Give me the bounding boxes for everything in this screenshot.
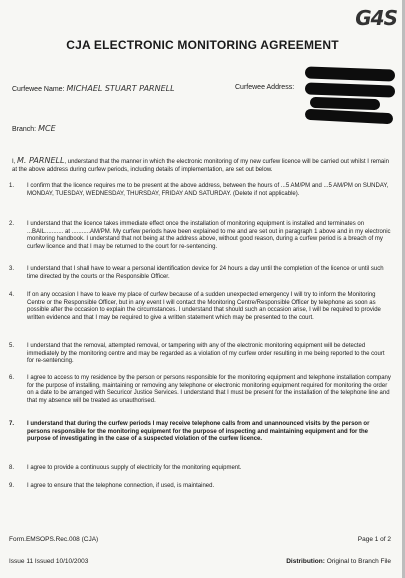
agreement-item-4 bbox=[9, 292, 393, 322]
agreement-item-3 bbox=[9, 266, 393, 281]
item-number: 2. bbox=[9, 221, 15, 227]
item-number: 5. bbox=[9, 343, 15, 349]
distribution-value: Original to Branch File bbox=[326, 558, 391, 565]
issue-info: Issue 11 Issued 10/10/2003 bbox=[9, 558, 89, 565]
agreement-item-7 bbox=[9, 421, 393, 444]
curfewee-name-row bbox=[12, 84, 175, 93]
curfewee-name-value: MICHAEL STUART PARNELL bbox=[66, 84, 175, 93]
branch-label: Branch: bbox=[12, 126, 37, 133]
distribution-label: Distribution: bbox=[286, 558, 325, 565]
intro-text: , understand that the manner in which the electronic monitoring of my new curfew licence will be carried out whilst I remain at the above address during curfew periods, including details of implementation, are set out below. bbox=[12, 159, 389, 173]
intro-name: M. PARNELL bbox=[17, 156, 65, 165]
redaction-bar bbox=[310, 97, 380, 110]
item-number: 4. bbox=[9, 292, 15, 298]
curfewee-address-label: Curfewee Address: bbox=[235, 84, 295, 91]
item-number: 9. bbox=[9, 483, 15, 489]
item-text: I confirm that the licence requires me to be present at the above address, between the hours of ...5 AM/PM and ...5 AM/PM on SUNDAY, MONDAY, TUESDAY, WEDNESDAY, THURSDAY, FRIDAY AND SATURDAY. (Delete if not applicable). bbox=[27, 183, 389, 197]
agreement-item-2 bbox=[9, 221, 393, 251]
branch-row bbox=[12, 124, 56, 133]
curfewee-name-label: Curfewee Name: bbox=[12, 86, 65, 93]
agreement-item-6 bbox=[9, 375, 393, 405]
document-title: CJA ELECTRONIC MONITORING AGREEMENT bbox=[66, 38, 339, 52]
item-text: I agree to provide a continuous supply of electricity for the monitoring equipment. bbox=[27, 465, 242, 471]
item-number: 7. bbox=[9, 421, 15, 427]
agreement-item-9 bbox=[9, 483, 393, 491]
redaction-bar bbox=[305, 66, 395, 81]
branch-value: MCE bbox=[38, 124, 56, 133]
distribution-info bbox=[286, 558, 391, 565]
item-text: I understand that the licence takes immediate effect once the installation of monitoring equipment is installed and terminates on ...BAIL........... at ...........AM/PM. My curfew periods have been explained to me and are set out in paragraph 1 above and in my electronic monitoring handbook. I understand that not being at the address above, without good reason, during a curfew period is a breach of my curfew licence and that I may be returned to the court for re-sentencing. bbox=[27, 221, 391, 250]
item-number: 1. bbox=[9, 183, 15, 189]
agreement-item-8 bbox=[9, 465, 393, 473]
form-reference: Form.EMSOPS.Rec.008 (CJA) bbox=[9, 536, 99, 543]
redaction-bar bbox=[305, 109, 393, 125]
item-text: I agree to access to my residence by the person or persons responsible for the monitoring equipment and telephone installation company for the purpose of installing, maintaining or removing any telephone or electronic monitoring equipment required for monitoring the order on a date to be arranged with Securicor Justice Services. I understand that I must be present for the installation of the telephone line and that my absence will be treated as unauthorised. bbox=[27, 375, 391, 404]
intro-paragraph: I, M. PARNELL, understand that the manner in which the electronic monitoring of my new curfew licence will be carried out whilst I remain at the above address during curfew periods, including details of implementation, are set out below. bbox=[12, 156, 389, 173]
g4s-logo: G4S bbox=[355, 6, 397, 30]
item-text: I understand that I shall have to wear a personal identification device for 24 hours a day until the completion of the licence or until such time directed by the courts or the Responsible Officer. bbox=[27, 266, 384, 280]
agreement-item-1 bbox=[9, 183, 393, 198]
item-number: 6. bbox=[9, 375, 15, 381]
item-text: I understand that during the curfew periods I may receive telephone calls from and unannounced visits by the person or persons responsible for the monitoring equipment for the purpose of inspecting and maintaining equipment and for the purpose of investigating in the case of a suspected violation of the curfew licence. bbox=[27, 421, 370, 443]
redaction-bar bbox=[305, 82, 395, 97]
item-number: 3. bbox=[9, 266, 15, 272]
item-number: 8. bbox=[9, 465, 15, 471]
item-text: If on any occasion I have to leave my place of curfew because of a sudden unexpected emergency I will try to inform the Monitoring Centre or the Responsible Officer, but in any event I will contact the Monitoring Centre/Responsible Officer by telephone as soon as possible after the occasion to explain the circumstances. I understand that should such an occasion arise, I will be required to provide written evidence and that I may be required to give a written statement which may be presented to the court. bbox=[27, 292, 381, 321]
item-text: I understand that the removal, attempted removal, or tampering with any of the electronic monitoring equipment will be detected immediately by the monitoring centre and may be regarded as a violation of my curfew order resulting in me being reported to the court for re-sentencing. bbox=[27, 343, 385, 365]
item-text: I agree to ensure that the telephone connection, if used, is maintained. bbox=[27, 483, 215, 489]
agreement-item-5 bbox=[9, 343, 393, 366]
page-number: Page 1 of 2 bbox=[357, 536, 391, 543]
